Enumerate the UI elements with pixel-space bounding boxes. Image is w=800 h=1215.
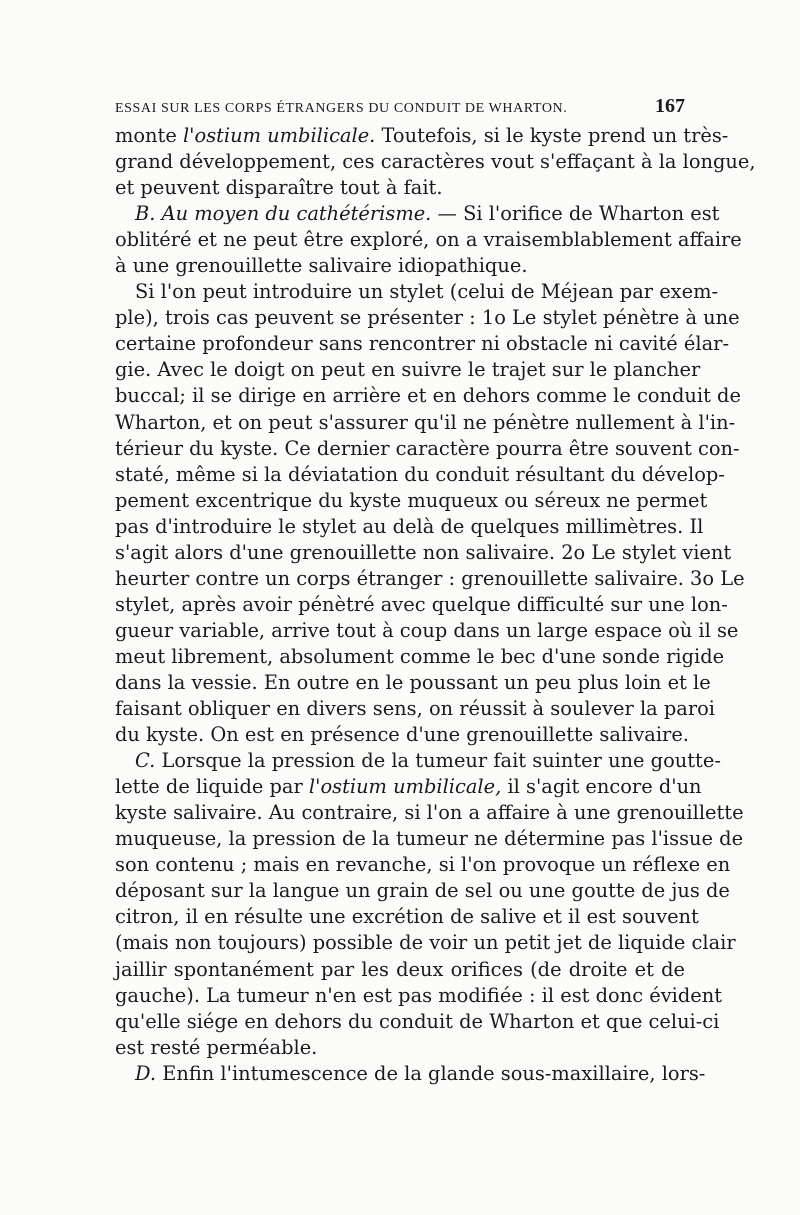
text-line: et peuvent disparaître tout à fait. [115,176,443,200]
text-line: grand développement, ces caractères vout s'effaçant à la longue, [115,150,756,174]
text-line: lette de liquide par l'ostium umbilicale, il s'agit encore d'un [115,775,702,799]
text-line: citron, il en résulte une excrétion de salive et il est souvent [115,905,699,929]
text-line: du kyste. On est en présence d'une grenouillette salivaire. [115,723,689,747]
text-line: kyste salivaire. Au contraire, si l'on a affaire à une grenouillette [115,801,744,825]
text-line: monte l'ostium umbilicale. Toutefois, si le kyste prend un très- [115,124,729,147]
text-line: Si l'on peut introduire un stylet (celui de Méjean par exem- [135,280,719,304]
text-line: qu'elle siége en dehors du conduit de Wharton et que celui-ci [115,1009,720,1033]
text-line: déposant sur la langue un grain de sel ou une goutte de jus de [115,879,730,903]
text-line: gauche). La tumeur n'en est pas modifiée : il est donc évident [115,983,723,1007]
text-line: staté, même si la déviatation du conduit résultant du dévelop- [115,462,725,486]
text-line: stylet, après avoir pénètré avec quelque difficulté sur une lon- [115,592,728,616]
section-letter: B. [135,202,156,226]
text-line: à une grenouillette salivaire idiopathique. [115,254,528,278]
paragraph-1 [115,123,756,201]
text-line: Wharton, et on peut s'assurer qu'il ne pénètre nullement à l'in- [115,410,736,434]
text-line: oblitéré et ne peut être exploré, on a vraisemblablement affaire [115,228,742,252]
text-line: est resté perméable. [115,1035,318,1059]
text-line: pement excentrique du kyste muqueux ou séreux ne permet [115,488,708,512]
section-heading-line: C. Lorsque la pression de la tumeur fait suinter une goutte- [135,749,721,773]
text-line: faisant obliquer en divers sens, on réussit à soulever la paroi [115,697,715,721]
paragraph-2 [115,201,742,279]
text-line: (mais non toujours) possible de voir un petit jet de liquide clair [115,931,736,955]
text-line: pas d'introduire le stylet au delà de quelques millimètres. Il [115,514,704,538]
paragraph-4 [115,748,744,1061]
section-heading-line: D. Enfin l'intumescence de la glande sous-maxillaire, lors- [135,1061,706,1085]
text-line: certaine profondeur sans rencontrer ni obstacle ni cavité élar- [115,332,729,356]
text-line: s'agit alors d'une grenouillette non salivaire. 2o Le stylet vient [115,540,732,564]
section-letter: D. [135,1061,157,1085]
text-line: gie. Avec le doigt on peut en suivre le trajet sur le plancher [115,358,701,382]
text-line: son contenu ; mais en revanche, si l'on provoque un réflexe en [115,853,731,877]
text-line: gueur variable, arrive tout à coup dans un large espace où il se [115,618,739,642]
text-line: térieur du kyste. Ce dernier caractère pourra être souvent con- [115,436,740,460]
paragraph-5 [115,1061,706,1087]
book-page [115,95,756,1087]
section-heading-line: B. Au moyen du cathétérisme. — Si l'orifice de Wharton est [135,202,720,226]
running-head [115,95,685,119]
running-head-title: ESSAI SUR LES CORPS ÉTRANGERS DU CONDUIT DE WHARTON. [115,101,568,116]
text-line: heurter contre un corps étranger : grenouillette salivaire. 3o Le [115,566,745,590]
text-line: dans la vessie. En outre en le poussant un peu plus loin et le [115,670,711,694]
text-line: ple), trois cas peuvent se présenter : 1o Le stylet pénètre à une [115,306,740,330]
section-letter: C. [135,749,156,773]
text-line: meut librement, absolument comme le bec d'une sonde rigide [115,644,725,668]
text-line: muqueuse, la pression de la tumeur ne détermine pas l'issue de [115,827,744,851]
section-title: Au moyen du cathétérisme. [161,202,432,226]
text-line: jaillir spontanément par les deux orifices (de droite et de [115,957,685,981]
paragraph-3 [115,279,745,748]
page-number: 167 [655,95,685,117]
text-line: buccal; il se dirige en arrière et en dehors comme le conduit de [115,384,741,408]
